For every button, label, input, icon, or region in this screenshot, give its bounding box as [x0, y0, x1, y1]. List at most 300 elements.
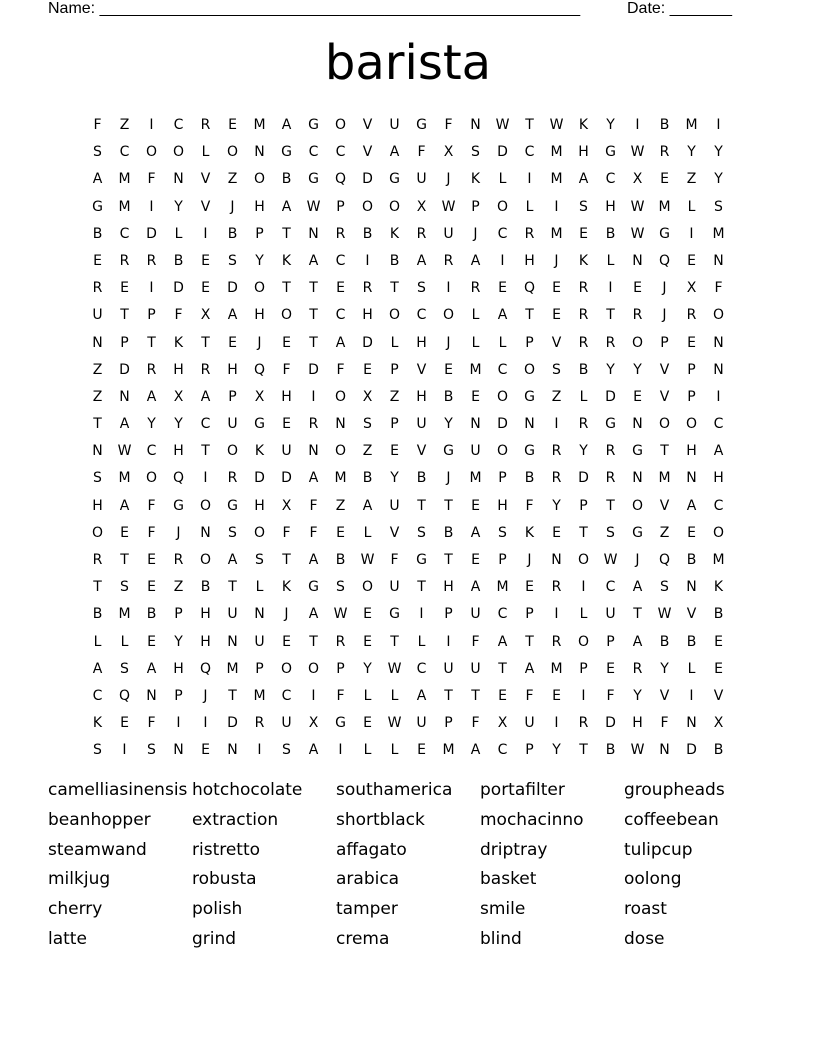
- grid-letter: T: [525, 117, 534, 133]
- grid-letter: R: [416, 225, 427, 242]
- grid-letter: P: [579, 660, 588, 677]
- grid-letter: N: [335, 416, 346, 433]
- grid-letter: O: [253, 171, 266, 188]
- grid-letter: F: [336, 361, 345, 378]
- grid-letter: S: [228, 252, 237, 269]
- grid-letter: V: [362, 117, 373, 133]
- grid-letter: L: [363, 687, 372, 704]
- word-list-item: hotchocolate: [192, 780, 303, 800]
- grid-letter: V: [659, 497, 670, 514]
- grid-letter: L: [579, 606, 588, 623]
- grid-letter: C: [173, 117, 184, 133]
- grid-letter: L: [687, 198, 696, 215]
- grid-letter: T: [93, 579, 102, 596]
- grid-letter: F: [714, 280, 723, 297]
- grid-letter: D: [227, 715, 238, 732]
- grid-letter: I: [581, 579, 586, 596]
- grid-letter: B: [335, 552, 346, 568]
- grid-letter: G: [281, 144, 292, 161]
- grid-letter: Y: [174, 633, 183, 650]
- grid-letter: O: [199, 497, 212, 514]
- grid-letter: W: [630, 144, 645, 161]
- grid-letter: L: [471, 334, 480, 351]
- grid-letter: E: [282, 416, 291, 433]
- grid-letter: Z: [119, 117, 130, 133]
- grid-letter: S: [282, 742, 291, 759]
- grid-letter: N: [632, 416, 643, 433]
- grid-letter: N: [713, 334, 724, 351]
- grid-letter: C: [92, 687, 103, 704]
- grid-letter: S: [363, 416, 372, 433]
- grid-letter: O: [307, 660, 320, 677]
- word-list-item: mochacinno: [480, 809, 584, 830]
- word-list-item: steamwand: [48, 839, 147, 860]
- grid-letter: L: [471, 307, 480, 324]
- grid-letter: G: [92, 198, 103, 215]
- grid-letter: Y: [444, 416, 453, 433]
- grid-letter: S: [714, 198, 723, 215]
- word-list-item: cherry: [48, 899, 103, 920]
- grid-letter: M: [712, 552, 725, 568]
- grid-letter: M: [442, 742, 455, 759]
- grid-letter: G: [659, 225, 670, 242]
- grid-letter: F: [390, 552, 399, 568]
- grid-letter: T: [309, 334, 318, 351]
- grid-letter: I: [689, 687, 694, 704]
- grid-letter: I: [446, 280, 451, 297]
- grid-letter: L: [579, 388, 588, 405]
- grid-letter: O: [91, 524, 104, 541]
- grid-letter: U: [389, 497, 400, 514]
- grid-letter: N: [119, 388, 130, 405]
- grid-letter: P: [687, 361, 696, 378]
- grid-letter: R: [659, 144, 670, 161]
- grid-letter: C: [200, 416, 211, 433]
- grid-letter: W: [360, 552, 375, 568]
- grid-letter: H: [173, 660, 184, 677]
- grid-letter: T: [444, 497, 453, 514]
- grid-letter: J: [662, 307, 667, 324]
- grid-letter: E: [201, 742, 210, 759]
- grid-letter: I: [338, 742, 343, 759]
- grid-letter: M: [550, 144, 563, 161]
- word-list-item: grind: [192, 928, 237, 949]
- grid-letter: F: [525, 687, 534, 704]
- grid-letter: G: [443, 443, 454, 460]
- grid-letter: A: [119, 497, 130, 514]
- grid-letter: X: [362, 388, 373, 405]
- grid-letter: S: [498, 524, 507, 541]
- grid-letter: A: [470, 524, 481, 541]
- grid-letter: G: [254, 416, 265, 433]
- grid-letter: D: [146, 225, 157, 242]
- grid-letter: T: [660, 443, 669, 460]
- grid-letter: Z: [335, 497, 346, 514]
- grid-letter: G: [416, 552, 427, 568]
- grid-letter: I: [311, 388, 316, 405]
- grid-letter: J: [527, 552, 532, 568]
- grid-letter: Z: [362, 443, 373, 460]
- grid-letter: H: [227, 361, 238, 378]
- grid-letter: Y: [147, 416, 156, 433]
- grid-letter: I: [500, 252, 505, 269]
- grid-letter: E: [687, 334, 696, 351]
- grid-letter: R: [146, 361, 157, 378]
- grid-letter: F: [147, 715, 156, 732]
- grid-letter: S: [147, 742, 156, 759]
- grid-letter: O: [280, 660, 293, 677]
- grid-letter: B: [92, 225, 103, 242]
- grid-letter: H: [578, 144, 589, 161]
- grid-letter: A: [686, 497, 697, 514]
- grid-letter: E: [687, 524, 696, 541]
- grid-letter: P: [525, 742, 534, 759]
- grid-letter: V: [551, 334, 562, 351]
- grid-letter: E: [444, 361, 453, 378]
- grid-letter: O: [658, 416, 671, 433]
- grid-letter: U: [281, 715, 292, 732]
- grid-letter: G: [632, 443, 643, 460]
- grid-letter: G: [632, 524, 643, 541]
- grid-letter: M: [469, 361, 482, 378]
- grid-letter: M: [550, 225, 563, 242]
- grid-letter: L: [174, 225, 183, 242]
- grid-letter: O: [496, 388, 509, 405]
- grid-letter: T: [606, 497, 615, 514]
- grid-letter: P: [255, 660, 264, 677]
- grid-letter: N: [713, 252, 724, 269]
- grid-letter: S: [552, 361, 561, 378]
- grid-letter: R: [335, 225, 346, 242]
- grid-letter: H: [254, 497, 265, 514]
- grid-letter: T: [471, 687, 480, 704]
- grid-letter: O: [226, 144, 239, 161]
- grid-letter: H: [92, 497, 103, 514]
- grid-letter: T: [282, 280, 291, 297]
- grid-letter: J: [446, 334, 451, 351]
- grid-letter: F: [417, 144, 426, 161]
- grid-letter: I: [419, 606, 424, 623]
- grid-letter: H: [254, 307, 265, 324]
- grid-letter: O: [523, 361, 536, 378]
- word-list-item: groupheads: [624, 780, 725, 800]
- grid-letter: D: [119, 361, 130, 378]
- grid-letter: P: [444, 606, 453, 623]
- grid-letter: O: [145, 470, 158, 487]
- grid-letter: M: [658, 470, 671, 487]
- grid-letter: N: [686, 470, 697, 487]
- grid-letter: H: [281, 388, 292, 405]
- grid-letter: M: [496, 579, 509, 596]
- grid-letter: L: [363, 524, 372, 541]
- grid-letter: T: [417, 579, 426, 596]
- grid-letter: T: [633, 606, 642, 623]
- grid-letter: L: [390, 687, 399, 704]
- grid-letter: C: [146, 443, 157, 460]
- grid-letter: R: [308, 416, 319, 433]
- grid-letter: O: [334, 443, 347, 460]
- grid-letter: O: [253, 280, 266, 297]
- grid-letter: W: [495, 117, 510, 133]
- grid-letter: N: [227, 742, 238, 759]
- grid-letter: C: [524, 144, 535, 161]
- grid-letter: R: [200, 361, 211, 378]
- grid-letter: Y: [174, 416, 183, 433]
- grid-letter: I: [716, 388, 721, 405]
- grid-letter: T: [606, 307, 615, 324]
- grid-letter: A: [281, 117, 292, 133]
- grid-letter: G: [173, 497, 184, 514]
- grid-letter: B: [686, 552, 697, 568]
- grid-letter: N: [551, 552, 562, 568]
- grid-letter: A: [713, 443, 724, 460]
- grid-letter: I: [149, 280, 154, 297]
- grid-letter: M: [118, 606, 131, 623]
- grid-letter: A: [524, 660, 535, 677]
- grid-letter: A: [335, 334, 346, 351]
- grid-letter: C: [119, 144, 130, 161]
- grid-letter: T: [282, 552, 291, 568]
- grid-letter: C: [497, 742, 508, 759]
- grid-letter: U: [524, 715, 535, 732]
- grid-letter: N: [308, 225, 319, 242]
- grid-letter: H: [362, 307, 373, 324]
- grid-letter: X: [443, 144, 454, 161]
- grid-letter: S: [93, 470, 102, 487]
- grid-letter: A: [497, 633, 508, 650]
- grid-letter: E: [552, 687, 561, 704]
- grid-letter: R: [551, 470, 562, 487]
- grid-letter: R: [524, 225, 535, 242]
- grid-letter: C: [713, 416, 724, 433]
- grid-letter: L: [687, 660, 696, 677]
- grid-letter: M: [685, 117, 698, 133]
- grid-letter: W: [549, 117, 564, 133]
- grid-letter: B: [578, 361, 589, 378]
- grid-letter: A: [119, 416, 130, 433]
- grid-letter: K: [470, 171, 481, 188]
- grid-letter: A: [92, 660, 103, 677]
- grid-letter: R: [578, 334, 589, 351]
- grid-letter: E: [579, 225, 588, 242]
- grid-letter: O: [361, 579, 374, 596]
- grid-letter: D: [281, 470, 292, 487]
- grid-letter: T: [444, 552, 453, 568]
- grid-letter: P: [174, 687, 183, 704]
- grid-letter: B: [659, 633, 670, 650]
- grid-letter: E: [552, 524, 561, 541]
- grid-letter: A: [308, 552, 319, 568]
- grid-letter: G: [605, 144, 616, 161]
- grid-letter: E: [471, 552, 480, 568]
- page-title: barista: [324, 35, 492, 91]
- grid-letter: Y: [687, 144, 696, 161]
- grid-letter: K: [92, 715, 103, 732]
- word-list-item: driptray: [480, 839, 548, 860]
- grid-letter: I: [311, 687, 316, 704]
- grid-letter: F: [174, 307, 183, 324]
- grid-letter: J: [554, 252, 559, 269]
- grid-letter: B: [416, 470, 427, 487]
- grid-letter: N: [227, 633, 238, 650]
- grid-letter: L: [525, 198, 534, 215]
- grid-letter: H: [416, 334, 427, 351]
- grid-letter: N: [686, 579, 697, 596]
- grid-letter: C: [119, 225, 130, 242]
- grid-letter: C: [416, 660, 427, 677]
- word-list-item: roast: [624, 899, 667, 920]
- grid-letter: N: [308, 443, 319, 460]
- grid-letter: Y: [606, 361, 615, 378]
- grid-letter: R: [335, 633, 346, 650]
- grid-letter: I: [149, 117, 154, 133]
- grid-letter: Z: [227, 171, 238, 188]
- grid-letter: K: [713, 579, 724, 596]
- grid-letter: P: [120, 334, 129, 351]
- grid-letter: O: [496, 443, 509, 460]
- grid-letter: B: [173, 252, 184, 269]
- grid-letter: E: [714, 633, 723, 650]
- grid-letter: S: [417, 280, 426, 297]
- grid-letter: C: [335, 307, 346, 324]
- grid-letter: G: [308, 579, 319, 596]
- grid-letter: U: [605, 606, 616, 623]
- word-list-item: crema: [336, 928, 390, 949]
- grid-letter: K: [254, 443, 265, 460]
- grid-letter: G: [524, 443, 535, 460]
- grid-letter: W: [630, 198, 645, 215]
- grid-letter: A: [362, 497, 373, 514]
- grid-letter: S: [120, 660, 129, 677]
- grid-letter: O: [334, 388, 347, 405]
- grid-letter: O: [199, 552, 212, 568]
- grid-letter: J: [230, 198, 235, 215]
- grid-letter: W: [306, 198, 321, 215]
- grid-letter: B: [200, 579, 211, 596]
- word-list-item: portafilter: [480, 780, 565, 800]
- letter-grid: [84, 112, 732, 765]
- grid-letter: O: [334, 117, 347, 133]
- grid-letter: V: [659, 687, 670, 704]
- grid-letter: O: [145, 144, 158, 161]
- grid-letter: H: [254, 198, 265, 215]
- grid-letter: H: [173, 361, 184, 378]
- grid-letter: E: [525, 579, 534, 596]
- grid-letter: E: [147, 633, 156, 650]
- grid-letter: X: [200, 307, 211, 324]
- grid-letter: H: [200, 606, 211, 623]
- grid-letter: T: [93, 416, 102, 433]
- grid-letter: F: [471, 633, 480, 650]
- grid-letter: I: [581, 687, 586, 704]
- grid-letter: O: [577, 552, 590, 568]
- grid-letter: R: [605, 334, 616, 351]
- grid-letter: T: [120, 307, 129, 324]
- grid-letter: D: [254, 470, 265, 487]
- grid-letter: Y: [255, 252, 264, 269]
- grid-letter: A: [470, 252, 481, 269]
- grid-letter: H: [416, 388, 427, 405]
- grid-letter: H: [173, 443, 184, 460]
- grid-letter: P: [255, 225, 264, 242]
- word-list-item: milkjug: [48, 869, 111, 890]
- grid-letter: Y: [714, 144, 723, 161]
- grid-letter: L: [255, 579, 264, 596]
- grid-letter: S: [120, 579, 129, 596]
- grid-letter: O: [253, 524, 266, 541]
- grid-letter: O: [631, 334, 644, 351]
- word-list-item: oolong: [624, 869, 682, 890]
- grid-letter: M: [550, 660, 563, 677]
- grid-letter: B: [713, 742, 724, 759]
- grid-letter: R: [605, 470, 616, 487]
- word-list-item: southamerica: [336, 780, 453, 800]
- grid-letter: H: [686, 443, 697, 460]
- grid-letter: B: [659, 117, 670, 133]
- grid-letter: A: [281, 198, 292, 215]
- grid-letter: C: [497, 225, 508, 242]
- grid-letter: F: [147, 171, 156, 188]
- grid-letter: T: [498, 660, 507, 677]
- grid-letter: E: [471, 497, 480, 514]
- grid-letter: R: [227, 470, 238, 487]
- grid-letter: Y: [633, 687, 642, 704]
- grid-letter: T: [579, 742, 588, 759]
- grid-letter: U: [416, 171, 427, 188]
- grid-letter: E: [390, 443, 399, 460]
- grid-letter: I: [257, 742, 262, 759]
- grid-letter: R: [551, 579, 562, 596]
- grid-letter: A: [308, 470, 319, 487]
- grid-letter: X: [497, 715, 508, 732]
- grid-letter: N: [632, 470, 643, 487]
- grid-letter: D: [578, 470, 589, 487]
- grid-letter: Q: [253, 361, 266, 378]
- grid-letter: V: [659, 388, 670, 405]
- grid-letter: B: [605, 225, 616, 242]
- grid-letter: W: [603, 552, 618, 568]
- grid-letter: C: [335, 252, 346, 269]
- grid-letter: F: [606, 687, 615, 704]
- grid-letter: G: [524, 388, 535, 405]
- word-list-item: ristretto: [192, 839, 261, 860]
- grid-letter: U: [470, 606, 481, 623]
- grid-letter: A: [308, 742, 319, 759]
- grid-letter: W: [387, 660, 402, 677]
- grid-letter: B: [227, 225, 238, 242]
- grid-letter: I: [554, 606, 559, 623]
- grid-letter: B: [605, 742, 616, 759]
- grid-letter: X: [632, 171, 643, 188]
- grid-letter: E: [336, 524, 345, 541]
- grid-letter: O: [577, 633, 590, 650]
- grid-letter: D: [227, 280, 238, 297]
- grid-letter: M: [712, 225, 725, 242]
- grid-letter: B: [389, 252, 400, 269]
- grid-letter: O: [685, 416, 698, 433]
- grid-letter: T: [390, 633, 399, 650]
- grid-letter: S: [660, 579, 669, 596]
- grid-letter: R: [362, 280, 373, 297]
- grid-letter: C: [497, 606, 508, 623]
- grid-letter: L: [606, 252, 615, 269]
- grid-letter: R: [578, 715, 589, 732]
- grid-letter: A: [92, 171, 103, 188]
- grid-letter: C: [497, 361, 508, 378]
- grid-letter: A: [632, 579, 643, 596]
- grid-letter: I: [203, 715, 208, 732]
- grid-letter: L: [417, 633, 426, 650]
